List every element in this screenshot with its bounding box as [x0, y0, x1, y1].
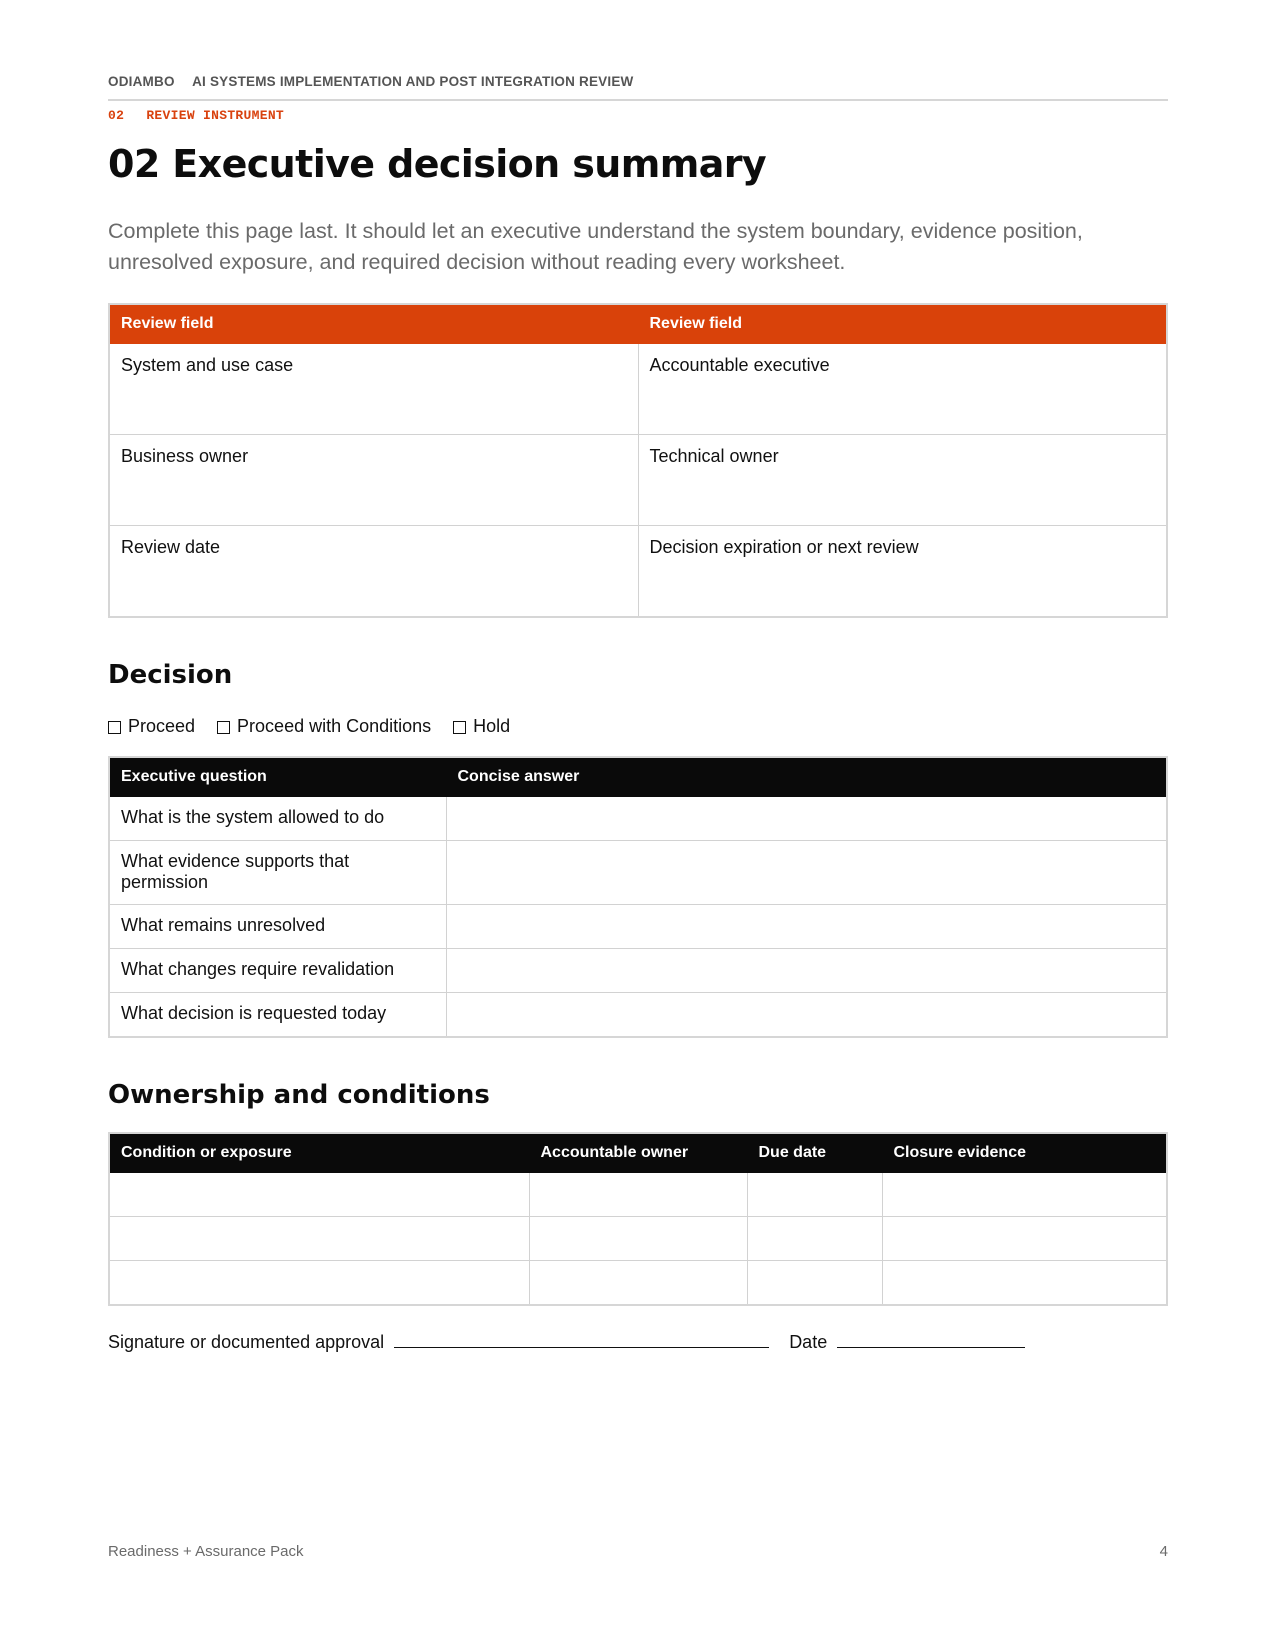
review-field-next-review[interactable]: Decision expiration or next review: [638, 526, 1167, 617]
intro-text: Complete this page last. It should let an executive understand the system boundary, evidence position, unresolved exposure, and required decision without reading every worksheet.: [108, 219, 1083, 274]
column-header: Review field: [109, 304, 638, 344]
table-row: [109, 435, 1167, 526]
concise-answer-cell[interactable]: [446, 905, 1167, 949]
column-header: Due date: [747, 1133, 882, 1173]
page-number: 4: [1159, 1543, 1168, 1560]
option-label: Proceed: [128, 716, 196, 736]
signature-field[interactable]: [394, 1347, 769, 1348]
document-page: [108, 0, 1168, 1650]
section-label: REVIEW INSTRUMENT: [146, 108, 285, 123]
date-label: Date: [789, 1332, 828, 1352]
review-field-review-date[interactable]: Review date: [109, 526, 638, 617]
table-row: [109, 344, 1167, 435]
option-label: Hold: [473, 716, 511, 736]
section-number: 02: [108, 108, 125, 123]
concise-answer-cell[interactable]: [446, 949, 1167, 993]
due-date-cell[interactable]: [747, 1173, 882, 1217]
review-field-technical-owner[interactable]: Technical owner: [638, 435, 1167, 526]
checkbox-icon[interactable]: [217, 721, 230, 734]
table-row: [109, 1261, 1167, 1305]
column-header: Concise answer: [446, 757, 1167, 797]
condition-cell[interactable]: [109, 1173, 529, 1217]
executive-question: What changes require revalidation: [109, 949, 446, 993]
checkbox-icon[interactable]: [108, 721, 121, 734]
section-kicker: [108, 108, 284, 123]
condition-cell[interactable]: [109, 1217, 529, 1261]
column-header: Closure evidence: [882, 1133, 1167, 1173]
executive-question: What is the system allowed to do: [109, 797, 446, 841]
review-field-business-owner[interactable]: Business owner: [109, 435, 638, 526]
concise-answer-cell[interactable]: [446, 841, 1167, 905]
closure-evidence-cell[interactable]: [882, 1217, 1167, 1261]
concise-answer-cell[interactable]: [446, 993, 1167, 1037]
decision-heading: Decision: [108, 660, 233, 690]
executive-question: What decision is requested today: [109, 993, 446, 1037]
signature-label: Signature or documented approval: [108, 1332, 385, 1352]
due-date-cell[interactable]: [747, 1217, 882, 1261]
decision-option-hold[interactable]: [453, 716, 510, 737]
running-header: [108, 74, 1168, 101]
table-row: [109, 797, 1167, 841]
decision-option-proceed[interactable]: [108, 716, 195, 737]
executive-question: What remains unresolved: [109, 905, 446, 949]
table-row: [109, 1173, 1167, 1217]
condition-cell[interactable]: [109, 1261, 529, 1305]
column-header: Accountable owner: [529, 1133, 747, 1173]
checkbox-icon[interactable]: [453, 721, 466, 734]
column-header: Review field: [638, 304, 1167, 344]
owner-cell[interactable]: [529, 1217, 747, 1261]
table-row: [109, 949, 1167, 993]
table-header-row: [109, 757, 1167, 797]
decision-option-proceed-with-conditions[interactable]: [217, 716, 431, 737]
closure-evidence-cell[interactable]: [882, 1261, 1167, 1305]
executive-question: What evidence supports that permission: [109, 841, 446, 905]
brand-name: ODIAMBO: [108, 74, 175, 89]
footer-pack-name: Readiness + Assurance Pack: [108, 1543, 304, 1560]
review-field-system-use-case[interactable]: System and use case: [109, 344, 638, 435]
signature-line: [108, 1332, 1035, 1353]
date-field[interactable]: [837, 1347, 1025, 1348]
table-row: [109, 526, 1167, 617]
table-header-row: [109, 1133, 1167, 1173]
table-row: [109, 993, 1167, 1037]
executive-questions-table: [108, 756, 1168, 1038]
ownership-conditions-table: [108, 1132, 1168, 1306]
option-label: Proceed with Conditions: [237, 716, 432, 736]
decision-options: [108, 716, 532, 737]
closure-evidence-cell[interactable]: [882, 1173, 1167, 1217]
document-title: AI SYSTEMS IMPLEMENTATION AND POST INTEGRATION REVIEW: [192, 74, 634, 89]
ownership-heading: Ownership and conditions: [108, 1080, 490, 1110]
due-date-cell[interactable]: [747, 1261, 882, 1305]
page-title: 02 Executive decision summary: [108, 142, 767, 186]
column-header: Executive question: [109, 757, 446, 797]
owner-cell[interactable]: [529, 1261, 747, 1305]
review-fields-table: [108, 303, 1168, 618]
table-row: [109, 841, 1167, 905]
review-field-accountable-executive[interactable]: Accountable executive: [638, 344, 1167, 435]
table-row: [109, 905, 1167, 949]
column-header: Condition or exposure: [109, 1133, 529, 1173]
owner-cell[interactable]: [529, 1173, 747, 1217]
concise-answer-cell[interactable]: [446, 797, 1167, 841]
table-row: [109, 1217, 1167, 1261]
table-header-row: [109, 304, 1167, 344]
